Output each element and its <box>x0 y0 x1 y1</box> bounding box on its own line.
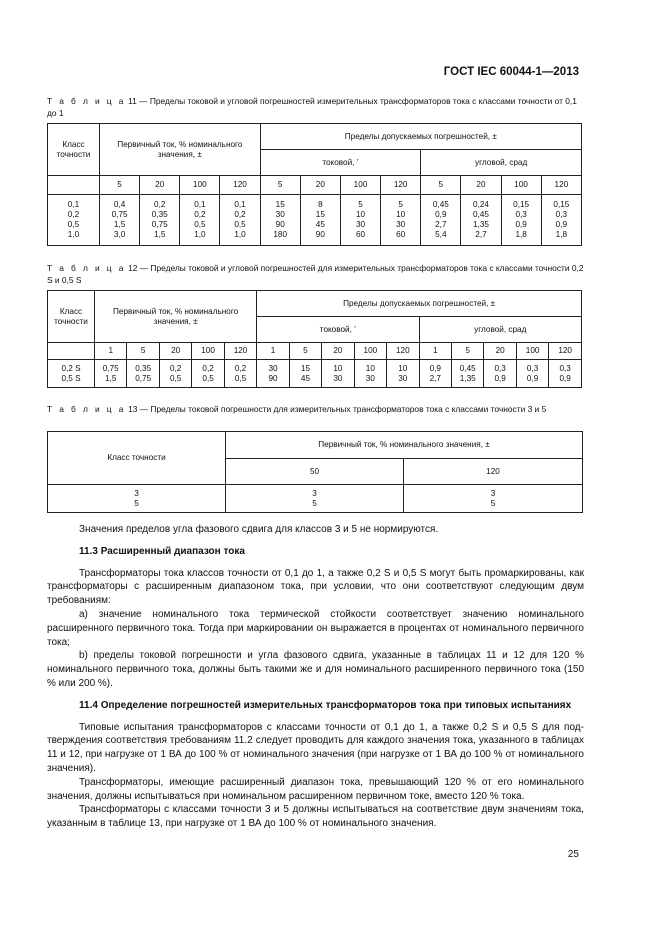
section-heading-11-3: 11.3 Расширенный диапазон тока <box>79 545 245 557</box>
col-header: 100 <box>516 343 548 360</box>
data-cell: 0,2 0,5 <box>159 360 191 388</box>
data-cell: 8 15 45 90 <box>300 195 340 246</box>
data-cell: 15 30 90 180 <box>260 195 300 246</box>
class-cell: 0,2 S 0,5 S <box>48 360 95 388</box>
table-word: Т а б л и ц а <box>47 96 126 106</box>
header-angle-error: угловой, срад <box>419 317 581 343</box>
header-current-error: токовой, ’ <box>260 150 421 176</box>
data-cell: 0,15 0,3 0,9 1,8 <box>501 195 541 246</box>
data-cell: 0,1 0,2 0,5 1,0 <box>220 195 260 246</box>
col-header: 1 <box>95 343 127 360</box>
data-cell: 0,3 0,9 <box>484 360 516 388</box>
table-word: Т а б л и ц а <box>47 263 126 273</box>
data-cell: 0,45 1,35 <box>451 360 483 388</box>
col-header: 1 <box>419 343 451 360</box>
table-12-caption <box>47 263 584 286</box>
table-11-columns <box>48 176 582 195</box>
col-header: 100 <box>180 176 220 195</box>
data-cell: 0,2 0,5 <box>224 360 256 388</box>
col-header: 120 <box>381 176 421 195</box>
header-error-limits: Пределы допускаемых погрешностей, ± <box>257 291 582 317</box>
col-header: 5 <box>421 176 461 195</box>
table-12 <box>47 290 582 388</box>
paragraph: b) пределы токовой погрешности и угла фазового сдвига, указанные в таблицах 11 и 12 для 120 % номинального первичного тока, должны быть такими же и для номинального расширенного первичного тока (150 % или 200 %). <box>47 650 584 689</box>
header-class: Класс точности <box>48 124 100 176</box>
data-cell: 0,1 0,2 0,5 1,0 <box>180 195 220 246</box>
col-header: 100 <box>501 176 541 195</box>
data-cell: 0,75 1,5 <box>95 360 127 388</box>
paragraph: Значения пределов угла фазового сдвига для классов 3 и 5 не нормируются. <box>79 524 439 535</box>
data-cell: 5 10 30 60 <box>340 195 380 246</box>
col-header: 1 <box>257 343 289 360</box>
data-cell: 10 30 <box>322 360 354 388</box>
data-cell: 0,15 0,3 0,9 1,8 <box>541 195 581 246</box>
data-cell: 0,9 2,7 <box>419 360 451 388</box>
paragraph: Трансформаторы тока классов точности от 0,1 до 1, а также 0,2 S и 0,5 S могут быть промаркированы, как трансформаторы с расширенным диапазоном тока, при условии, что они соответствуют следующим двум требованиям: <box>47 567 584 607</box>
header-primary-current: Первичный ток, % номинального значения, ± <box>100 124 261 176</box>
col-header: 5 <box>127 343 159 360</box>
col-header: 100 <box>192 343 224 360</box>
data-cell: 3 5 <box>226 485 404 513</box>
data-cell: 0,2 0,5 <box>192 360 224 388</box>
col-header: 20 <box>322 343 354 360</box>
paragraph: Типовые испытания трансформаторов с классами точности от 0,1 до 1, а также 0,2 S и 0,5 S для подтверждения соответствия требованиям 11.2 следует проводить для каждого значения тока, указанного в таблицах 11 и 12, при нагрузке от 1 ВА до 100 % от номинального значения (при нагрузке от 1 ВА до 100 % от номинального значения). <box>47 721 584 774</box>
col-header: 100 <box>354 343 386 360</box>
table-12-columns <box>48 343 582 360</box>
col-header: 20 <box>159 343 191 360</box>
data-cell: 0,3 0,9 <box>549 360 582 388</box>
paragraph: Трансформаторы, имеющие расширенный диапазон тока, превышающий 120 % от его номинального значения, должны испытываться при номинальном расширенном первичном токе, вместо 120 % тока. <box>47 776 584 802</box>
table-12-caption-text: 12 — Пределы токовой и угловой погрешностей для измерительных трансформаторов тока с классами точности 0,2 S и 0,5 S <box>47 263 584 285</box>
col-header: 120 <box>224 343 256 360</box>
table-11 <box>47 123 582 246</box>
col-header: 20 <box>140 176 180 195</box>
data-cell: 5 10 30 60 <box>381 195 421 246</box>
body-text <box>47 523 584 831</box>
paragraph: а) значение номинального тока термической стойкости соответствует значению номинального расширенного первичного тока. Тогда при маркировании он выражается в процентах от номинального первичного тока; <box>47 608 584 648</box>
data-cell: 0,2 0,35 0,75 1,5 <box>140 195 180 246</box>
col-header: 50 <box>226 459 404 485</box>
col-header: 20 <box>300 176 340 195</box>
col-header: 5 <box>451 343 483 360</box>
col-header: 20 <box>461 176 501 195</box>
class-cell: 3 5 <box>48 485 226 513</box>
col-header: 5 <box>289 343 321 360</box>
data-cell: 0,35 0,75 <box>127 360 159 388</box>
data-cell: 10 30 <box>354 360 386 388</box>
header-angle-error: угловой, срад <box>421 150 582 176</box>
data-cell: 3 5 <box>404 485 583 513</box>
header-error-limits: Пределы допускаемых погрешностей, ± <box>260 124 581 150</box>
data-cell: 0,45 0,9 2,7 5,4 <box>421 195 461 246</box>
table-13-caption-text: 13 — Пределы токовой погрешности для измерительных трансформаторов тока с классами точности 3 и 5 <box>125 404 547 414</box>
class-cell: 0,1 0,2 0,5 1,0 <box>48 195 100 246</box>
col-header: 120 <box>541 176 581 195</box>
table-word: Т а б л и ц а <box>47 404 126 414</box>
col-header: 5 <box>260 176 300 195</box>
table-11-caption-text: 11 — Пределы токовой и угловой погрешностей измерительных трансформаторов тока с классами точности от 0,1 до 1 <box>47 96 577 118</box>
data-cell: 10 30 <box>387 360 419 388</box>
empty-cell <box>48 343 95 360</box>
data-cell: 0,24 0,45 1,35 2,7 <box>461 195 501 246</box>
section-heading-11-4: 11.4 Определение погрешностей измерительных трансформаторов тока при типовых испытаниях <box>79 699 572 711</box>
header-primary-current: Первичный ток, % номинального значения, ± <box>95 291 257 343</box>
table-13-caption <box>47 404 584 416</box>
page-number: 25 <box>567 849 579 860</box>
col-header: 120 <box>549 343 582 360</box>
header-current-error: токовой, ’ <box>257 317 419 343</box>
table-11-data-row <box>48 195 582 246</box>
document-header: ГОСТ IEC 60044-1—2013 <box>443 66 579 78</box>
table-13 <box>47 431 583 513</box>
header-primary-current: Первичный ток, % номинального значения, ± <box>226 432 583 459</box>
data-cell: 0,3 0,9 <box>516 360 548 388</box>
table-11-caption <box>47 96 584 119</box>
header-class: Класс точности <box>48 432 226 485</box>
data-cell: 0,4 0,75 1,5 3,0 <box>100 195 140 246</box>
col-header: 120 <box>404 459 583 485</box>
header-class: Класс точности <box>48 291 95 343</box>
paragraph: Трансформаторы с классами точности 3 и 5 должны испытываться на соответствие двум значениям тока, указанным в таблице 13, при нагрузке от 1 ВА до 100 % от номинального значения. <box>47 804 584 830</box>
col-header: 20 <box>484 343 516 360</box>
col-header: 100 <box>340 176 380 195</box>
col-header: 120 <box>387 343 419 360</box>
col-header: 5 <box>100 176 140 195</box>
col-header: 120 <box>220 176 260 195</box>
data-cell: 30 90 <box>257 360 289 388</box>
table-12-data-row <box>48 360 582 388</box>
table-13-data-row <box>48 485 583 513</box>
empty-cell <box>48 176 100 195</box>
data-cell: 15 45 <box>289 360 321 388</box>
